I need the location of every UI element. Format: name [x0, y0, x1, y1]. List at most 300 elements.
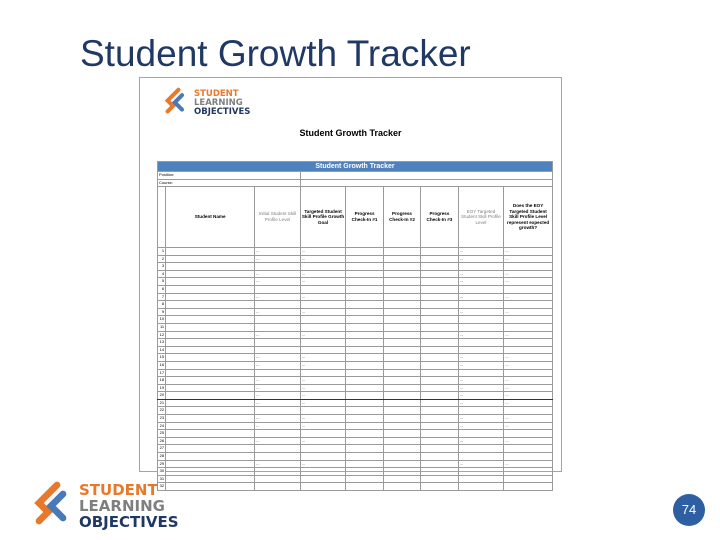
check-in-3-cell [421, 460, 458, 468]
table-row [158, 308, 553, 316]
eoy-level-cell: ... [458, 422, 504, 430]
expected-growth-cell: ... [504, 270, 553, 278]
student-name-cell [166, 468, 255, 476]
expected-growth-cell [504, 475, 553, 483]
check-in-2-cell [383, 392, 420, 400]
table-banner: Student Growth Tracker [158, 162, 553, 172]
student-name-cell [166, 339, 255, 347]
check-in-1-cell [346, 323, 383, 331]
row-number: 6 [158, 285, 166, 293]
table-row [158, 248, 553, 256]
growth-goal-cell [300, 369, 346, 377]
growth-goal-cell: ... [300, 399, 346, 407]
check-in-3-cell [421, 255, 458, 263]
eoy-level-cell: ... [458, 255, 504, 263]
check-in-1-cell [346, 255, 383, 263]
table-row [158, 453, 553, 461]
row-number: 25 [158, 430, 166, 438]
eoy-level-cell: ... [458, 248, 504, 256]
check-in-2-cell [383, 369, 420, 377]
growth-goal-cell [300, 445, 346, 453]
check-in-1-cell [346, 346, 383, 354]
growth-goal-cell: ... [300, 354, 346, 362]
slo-logo-mark-icon [162, 86, 272, 118]
check-in-2-cell [383, 354, 420, 362]
footer-logo-line3: OBJECTIVES [79, 513, 179, 531]
growth-goal-cell: ... [300, 270, 346, 278]
growth-goal-cell: ... [300, 460, 346, 468]
growth-goal-cell: ... [300, 361, 346, 369]
row-number: 15 [158, 354, 166, 362]
row-number: 17 [158, 369, 166, 377]
row-number: 28 [158, 453, 166, 461]
table-row [158, 460, 553, 468]
eoy-level-cell [458, 301, 504, 309]
initial-level-cell [255, 430, 301, 438]
initial-level-cell: ... [255, 248, 301, 256]
check-in-1-cell [346, 377, 383, 385]
row-number: 29 [158, 460, 166, 468]
eoy-level-cell: ... [458, 377, 504, 385]
student-name-cell [166, 301, 255, 309]
student-name-cell [166, 369, 255, 377]
expected-growth-cell [504, 285, 553, 293]
check-in-3-cell [421, 323, 458, 331]
initial-level-cell [255, 316, 301, 324]
table-row [158, 468, 553, 476]
check-in-1-cell [346, 407, 383, 415]
expected-growth-cell: ... [504, 293, 553, 301]
check-in-1-cell [346, 384, 383, 392]
check-in-3-cell [421, 361, 458, 369]
expected-growth-cell [504, 468, 553, 476]
check-in-2-cell [383, 339, 420, 347]
eoy-level-cell [458, 285, 504, 293]
check-in-1-cell [346, 331, 383, 339]
check-in-2-cell [383, 331, 420, 339]
growth-goal-cell: ... [300, 248, 346, 256]
initial-level-cell: ... [255, 354, 301, 362]
check-in-1-cell [346, 361, 383, 369]
table-row [158, 301, 553, 309]
check-in-1-cell [346, 316, 383, 324]
student-name-cell [166, 248, 255, 256]
expected-growth-cell: ... [504, 278, 553, 286]
eoy-level-cell: ... [458, 331, 504, 339]
eoy-level-cell: ... [458, 399, 504, 407]
row-number: 20 [158, 392, 166, 400]
growth-goal-cell [300, 339, 346, 347]
initial-level-cell: ... [255, 361, 301, 369]
row-number: 19 [158, 384, 166, 392]
table-row [158, 475, 553, 483]
check-in-2-cell [383, 316, 420, 324]
eoy-level-cell [458, 430, 504, 438]
table-row [158, 346, 553, 354]
row-number: 27 [158, 445, 166, 453]
table-row [158, 339, 553, 347]
initial-level-cell: ... [255, 270, 301, 278]
check-in-2-cell [383, 255, 420, 263]
check-in-3-cell [421, 377, 458, 385]
table-row [158, 323, 553, 331]
table-row [158, 399, 553, 407]
expected-growth-cell: ... [504, 415, 553, 423]
growth-goal-cell [300, 475, 346, 483]
growth-goal-cell: ... [300, 308, 346, 316]
student-name-cell [166, 278, 255, 286]
growth-goal-cell: ... [300, 278, 346, 286]
check-in-3-cell [421, 399, 458, 407]
check-in-2-cell [383, 430, 420, 438]
check-in-2-cell [383, 415, 420, 423]
check-in-1-cell [346, 399, 383, 407]
doc-logo-line3: OBJECTIVES [194, 107, 251, 117]
row-number: 1 [158, 248, 166, 256]
check-in-2-cell [383, 301, 420, 309]
eoy-level-cell: ... [458, 354, 504, 362]
document-logo [162, 86, 272, 123]
row-number: 4 [158, 270, 166, 278]
initial-level-cell [255, 475, 301, 483]
row-number: 5 [158, 278, 166, 286]
expected-growth-cell: ... [504, 377, 553, 385]
row-number: 18 [158, 377, 166, 385]
student-name-cell [166, 346, 255, 354]
student-name-cell [166, 437, 255, 445]
initial-level-cell [255, 483, 301, 491]
table-row [158, 430, 553, 438]
check-in-2-cell [383, 278, 420, 286]
student-name-cell [166, 270, 255, 278]
row-number: 10 [158, 316, 166, 324]
eoy-level-cell: ... [458, 270, 504, 278]
student-name-cell [166, 384, 255, 392]
check-in-2-cell [383, 270, 420, 278]
check-in-3-cell [421, 369, 458, 377]
check-in-2-cell [383, 422, 420, 430]
eoy-level-cell [458, 468, 504, 476]
student-name-cell [166, 331, 255, 339]
row-number: 26 [158, 437, 166, 445]
student-name-cell [166, 308, 255, 316]
eoy-level-cell [458, 323, 504, 331]
student-name-cell [166, 407, 255, 415]
expected-growth-cell: ... [504, 248, 553, 256]
initial-level-cell: ... [255, 460, 301, 468]
expected-growth-cell: ... [504, 422, 553, 430]
check-in-3-cell [421, 308, 458, 316]
check-in-3-cell [421, 278, 458, 286]
check-in-1-cell [346, 453, 383, 461]
check-in-1-cell [346, 483, 383, 491]
table-row [158, 354, 553, 362]
eoy-level-cell [458, 483, 504, 491]
eoy-level-cell: ... [458, 293, 504, 301]
table-row [158, 407, 553, 415]
check-in-2-cell [383, 445, 420, 453]
growth-goal-cell: ... [300, 422, 346, 430]
check-in-1-cell [346, 422, 383, 430]
initial-level-cell: ... [255, 377, 301, 385]
expected-growth-cell [504, 346, 553, 354]
initial-level-cell [255, 346, 301, 354]
check-in-1-cell [346, 415, 383, 423]
column-header: Progress Check-In #1 [346, 187, 383, 248]
check-in-3-cell [421, 293, 458, 301]
initial-level-cell: ... [255, 399, 301, 407]
initial-level-cell [255, 369, 301, 377]
eoy-level-cell [458, 339, 504, 347]
expected-growth-cell: ... [504, 437, 553, 445]
check-in-3-cell [421, 422, 458, 430]
table-row [158, 392, 553, 400]
eoy-level-cell: ... [458, 384, 504, 392]
initial-level-cell [255, 453, 301, 461]
check-in-1-cell [346, 278, 383, 286]
table-row [158, 361, 553, 369]
growth-goal-cell [300, 453, 346, 461]
column-header: Progress Check-In #3 [421, 187, 458, 248]
document-heading: Student Growth Tracker [299, 128, 402, 138]
student-name-cell [166, 453, 255, 461]
eoy-level-cell: ... [458, 361, 504, 369]
check-in-2-cell [383, 377, 420, 385]
page-number-badge: 74 [673, 494, 705, 526]
growth-goal-cell: ... [300, 437, 346, 445]
initial-level-cell: ... [255, 437, 301, 445]
eoy-level-cell: ... [458, 278, 504, 286]
expected-growth-cell [504, 445, 553, 453]
initial-level-cell [255, 285, 301, 293]
row-number: 8 [158, 301, 166, 309]
table-row [158, 384, 553, 392]
check-in-3-cell [421, 407, 458, 415]
table-row [158, 377, 553, 385]
check-in-3-cell [421, 468, 458, 476]
growth-goal-cell [300, 285, 346, 293]
row-number: 22 [158, 407, 166, 415]
eoy-level-cell [458, 453, 504, 461]
doc-logo-line2: LEARNING [194, 98, 243, 108]
check-in-1-cell [346, 354, 383, 362]
check-in-2-cell [383, 263, 420, 271]
student-name-cell [166, 285, 255, 293]
initial-level-cell: ... [255, 331, 301, 339]
tracker-table [157, 161, 553, 491]
eoy-level-cell: ... [458, 437, 504, 445]
check-in-2-cell [383, 361, 420, 369]
check-in-1-cell [346, 468, 383, 476]
student-name-cell [166, 422, 255, 430]
expected-growth-cell: ... [504, 399, 553, 407]
growth-goal-cell [300, 323, 346, 331]
expected-growth-cell [504, 483, 553, 491]
check-in-2-cell [383, 346, 420, 354]
eoy-level-cell [458, 445, 504, 453]
check-in-2-cell [383, 323, 420, 331]
expected-growth-cell [504, 316, 553, 324]
row-number: 7 [158, 293, 166, 301]
check-in-3-cell [421, 483, 458, 491]
table-row [158, 437, 553, 445]
expected-growth-cell [504, 407, 553, 415]
student-name-cell [166, 460, 255, 468]
check-in-2-cell [383, 475, 420, 483]
expected-growth-cell: ... [504, 392, 553, 400]
check-in-2-cell [383, 453, 420, 461]
initial-level-cell [255, 468, 301, 476]
check-in-1-cell [346, 475, 383, 483]
initial-level-cell [255, 339, 301, 347]
eoy-level-cell: ... [458, 392, 504, 400]
check-in-2-cell [383, 248, 420, 256]
row-number: 13 [158, 339, 166, 347]
initial-level-cell [255, 445, 301, 453]
expected-growth-cell: ... [504, 255, 553, 263]
student-name-cell [166, 377, 255, 385]
tracker-document-image [139, 77, 562, 489]
check-in-3-cell [421, 354, 458, 362]
initial-level-cell: ... [255, 384, 301, 392]
check-in-3-cell [421, 339, 458, 347]
initial-level-cell: ... [255, 392, 301, 400]
check-in-3-cell [421, 445, 458, 453]
check-in-2-cell [383, 399, 420, 407]
expected-growth-cell [504, 263, 553, 271]
check-in-1-cell [346, 445, 383, 453]
check-in-1-cell [346, 293, 383, 301]
growth-goal-cell: ... [300, 392, 346, 400]
column-header: EOY Targeted Student Skill Profile Level [458, 187, 504, 248]
check-in-3-cell [421, 285, 458, 293]
check-in-1-cell [346, 308, 383, 316]
row-number: 16 [158, 361, 166, 369]
initial-level-cell [255, 407, 301, 415]
check-in-1-cell [346, 285, 383, 293]
column-header: Does the EOY Targeted Student Skill Profile Level represent expected growth? [504, 187, 553, 248]
row-number: 24 [158, 422, 166, 430]
column-header: Targeted Student Skill Profile Growth Goal [300, 187, 346, 248]
growth-goal-cell: ... [300, 255, 346, 263]
table-row [158, 270, 553, 278]
expected-growth-cell: ... [504, 460, 553, 468]
check-in-3-cell [421, 248, 458, 256]
meta-position: Position: [158, 172, 301, 180]
initial-level-cell: ... [255, 415, 301, 423]
student-name-cell [166, 323, 255, 331]
column-header: Initial Student Skill Profile Level [255, 187, 301, 248]
initial-level-cell [255, 301, 301, 309]
initial-level-cell [255, 263, 301, 271]
initial-level-cell: ... [255, 278, 301, 286]
expected-growth-cell: ... [504, 354, 553, 362]
row-number: 12 [158, 331, 166, 339]
eoy-level-cell: ... [458, 460, 504, 468]
student-name-cell [166, 415, 255, 423]
growth-goal-cell [300, 263, 346, 271]
check-in-3-cell [421, 270, 458, 278]
check-in-3-cell [421, 430, 458, 438]
expected-growth-cell [504, 430, 553, 438]
initial-level-cell: ... [255, 422, 301, 430]
student-name-cell [166, 293, 255, 301]
initial-level-cell: ... [255, 255, 301, 263]
check-in-2-cell [383, 483, 420, 491]
eoy-level-cell [458, 475, 504, 483]
check-in-3-cell [421, 453, 458, 461]
table-row [158, 483, 553, 491]
table-row [158, 285, 553, 293]
growth-goal-cell: ... [300, 293, 346, 301]
table-row [158, 369, 553, 377]
growth-goal-cell [300, 346, 346, 354]
expected-growth-cell: ... [504, 384, 553, 392]
row-number: 14 [158, 346, 166, 354]
student-name-cell [166, 399, 255, 407]
check-in-3-cell [421, 392, 458, 400]
meta-course: Course: [158, 179, 301, 187]
check-in-2-cell [383, 285, 420, 293]
growth-goal-cell [300, 301, 346, 309]
growth-goal-cell: ... [300, 331, 346, 339]
expected-growth-cell [504, 323, 553, 331]
row-number: 23 [158, 415, 166, 423]
table-row [158, 293, 553, 301]
eoy-level-cell [458, 369, 504, 377]
check-in-2-cell [383, 407, 420, 415]
check-in-3-cell [421, 331, 458, 339]
check-in-3-cell [421, 263, 458, 271]
table-row [158, 331, 553, 339]
row-number: 32 [158, 483, 166, 491]
growth-goal-cell [300, 468, 346, 476]
expected-growth-cell [504, 339, 553, 347]
expected-growth-cell [504, 369, 553, 377]
student-name-cell [166, 316, 255, 324]
check-in-1-cell [346, 392, 383, 400]
footer-logo-line2: LEARNING [79, 497, 165, 515]
growth-goal-cell [300, 316, 346, 324]
check-in-3-cell [421, 301, 458, 309]
check-in-1-cell [346, 430, 383, 438]
eoy-level-cell [458, 407, 504, 415]
row-number: 30 [158, 468, 166, 476]
expected-growth-cell: ... [504, 331, 553, 339]
table-row [158, 278, 553, 286]
check-in-3-cell [421, 384, 458, 392]
row-number: 2 [158, 255, 166, 263]
check-in-1-cell [346, 460, 383, 468]
check-in-1-cell [346, 437, 383, 445]
eoy-level-cell: ... [458, 308, 504, 316]
check-in-1-cell [346, 248, 383, 256]
growth-goal-cell: ... [300, 384, 346, 392]
growth-goal-cell [300, 407, 346, 415]
check-in-2-cell [383, 460, 420, 468]
expected-growth-cell [504, 301, 553, 309]
table-row [158, 316, 553, 324]
growth-goal-cell: ... [300, 415, 346, 423]
initial-level-cell: ... [255, 293, 301, 301]
footer-logo-line1: STUDENT [79, 481, 158, 499]
check-in-3-cell [421, 475, 458, 483]
check-in-1-cell [346, 301, 383, 309]
check-in-1-cell [346, 270, 383, 278]
footer-logo [33, 480, 193, 537]
initial-level-cell [255, 323, 301, 331]
table-row [158, 255, 553, 263]
